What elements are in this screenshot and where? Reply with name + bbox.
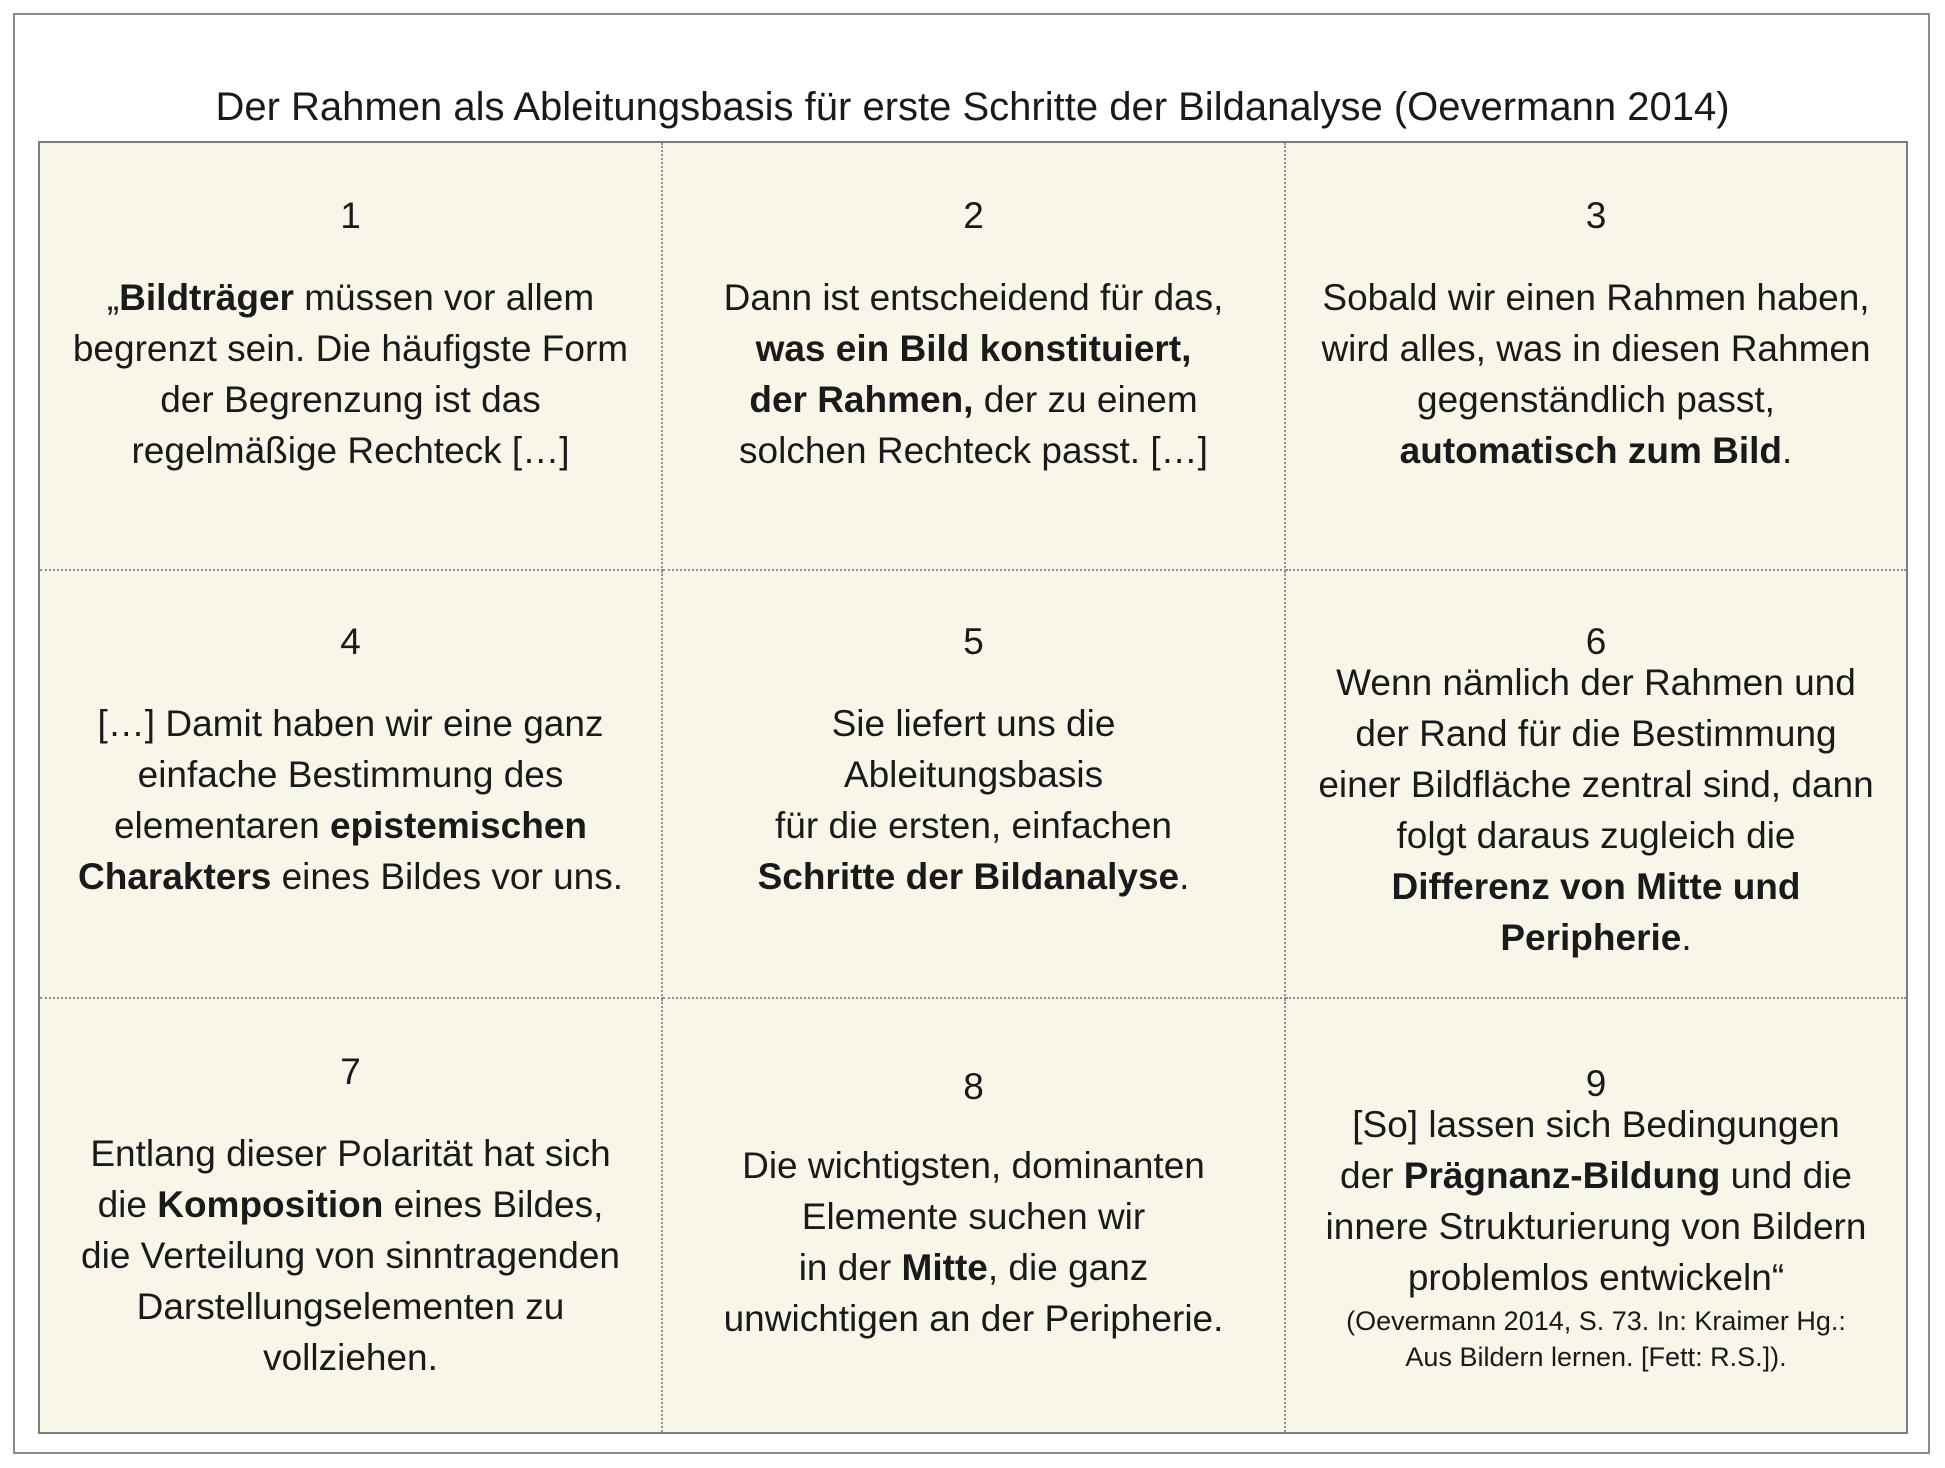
text-segment: der zu einem: [973, 379, 1198, 420]
cell-number: 2: [963, 195, 984, 236]
quote-line: [1286, 425, 1906, 476]
bold-text: Schritte der Bildanalyse: [757, 856, 1180, 897]
quote-line: [40, 323, 661, 374]
quote-line: [40, 425, 661, 476]
quote-line: [1286, 272, 1906, 323]
quote-line: [40, 272, 661, 323]
text-segment: einer Bildfläche zentral sind, dann: [1318, 764, 1874, 805]
text-segment: .: [1681, 917, 1692, 958]
text-segment: der Begrenzung ist das: [160, 379, 541, 420]
cell-4: [40, 571, 663, 999]
cell-text: [663, 272, 1284, 476]
cell-number: 5: [963, 621, 984, 662]
cell-number: 4: [340, 621, 361, 662]
quote-line: [1286, 912, 1906, 963]
cell-5: [663, 571, 1286, 999]
bold-text: Prägnanz-Bildung: [1403, 1155, 1721, 1196]
cell-2: [663, 143, 1286, 571]
cell-text: [40, 272, 661, 476]
text-segment: unwichtigen an der Peripherie.: [723, 1298, 1224, 1339]
cell-number: 7: [340, 1051, 361, 1092]
quote-line: [40, 1332, 661, 1383]
cell-6: [1286, 571, 1906, 999]
cell-text: [1286, 657, 1906, 963]
quote-line: [1286, 1252, 1906, 1303]
quote-line: [663, 800, 1284, 851]
bold-text: Komposition: [157, 1184, 384, 1225]
quote-line: [1286, 323, 1906, 374]
quote-line: [1286, 708, 1906, 759]
bold-text: Peripherie: [1500, 917, 1682, 958]
page-title: Der Rahmen als Ableitungsbasis für erste Schritte der Bildanalyse (Oevermann 2014): [215, 85, 1730, 129]
text-segment: „: [106, 277, 120, 318]
quote-line: [40, 1128, 661, 1179]
quote-line: [1286, 657, 1906, 708]
text-segment: Sie liefert uns die: [831, 703, 1116, 744]
text-segment: eines Bildes vor uns.: [271, 856, 624, 897]
cell-number: 9: [1585, 1063, 1607, 1104]
quote-line: [40, 1281, 661, 1332]
quote-line: [663, 1242, 1284, 1293]
cell-text: [40, 1128, 661, 1383]
text-segment: regelmäßige Rechteck […]: [131, 430, 570, 471]
citation-line: Aus Bildern lernen. [Fett: R.S.]).: [1405, 1342, 1787, 1372]
text-segment: Ableitungsbasis: [843, 754, 1104, 795]
quote-grid: [38, 141, 1908, 1434]
quote-line: [663, 698, 1284, 749]
text-segment: der: [1340, 1155, 1404, 1196]
text-segment: einfache Bestimmung des: [137, 754, 564, 795]
bold-text: Differenz von Mitte und: [1391, 866, 1801, 907]
text-segment: und die: [1720, 1155, 1852, 1196]
text-segment: .: [1179, 856, 1190, 897]
bold-text: was ein Bild konstituiert,: [755, 328, 1192, 369]
text-segment: wird alles, was in diesen Rahmen: [1321, 328, 1871, 369]
quote-line: [663, 425, 1284, 476]
text-segment: begrenzt sein. Die häufigste Form: [72, 328, 629, 369]
bold-text: Bildträger: [119, 277, 294, 318]
bold-text: epistemischen: [329, 805, 588, 846]
text-segment: Dann ist entscheidend für das,: [723, 277, 1224, 318]
cell-text: [1286, 1099, 1906, 1375]
quote-line: [663, 1293, 1284, 1344]
cell-7: [40, 999, 663, 1432]
cell-9: [1286, 999, 1906, 1432]
text-segment: , die ganz: [987, 1247, 1149, 1288]
text-segment: Darstellungselementen zu: [136, 1286, 565, 1327]
quote-line: [40, 374, 661, 425]
cell-text: [663, 698, 1284, 902]
quote-line: [663, 272, 1284, 323]
cell-number: 8: [963, 1066, 984, 1107]
quote-line: [1286, 810, 1906, 861]
quote-line: [1286, 1150, 1906, 1201]
text-segment: gegenständlich passt,: [1417, 379, 1775, 420]
text-segment: Entlang dieser Polarität hat sich: [90, 1133, 611, 1174]
quote-line: [663, 749, 1284, 800]
quote-line: [663, 851, 1284, 902]
cell-8: [663, 999, 1286, 1432]
cell-number: 3: [1585, 195, 1607, 236]
quote-line: [663, 1191, 1284, 1242]
citation-line: (Oevermann 2014, S. 73. In: Kraimer Hg.:: [1346, 1306, 1846, 1336]
quote-line: [1286, 1201, 1906, 1252]
quote-line: [663, 1140, 1284, 1191]
quote-line: [40, 1230, 661, 1281]
quote-line: [40, 851, 661, 902]
text-segment: die Verteilung von sinntragenden: [81, 1235, 620, 1276]
cell-text: [1286, 272, 1906, 476]
text-segment: solchen Rechteck passt. […]: [739, 430, 1208, 471]
cell-text: [40, 698, 661, 902]
text-segment: elementaren: [113, 805, 330, 846]
bold-text: automatisch zum Bild: [1399, 430, 1783, 471]
cell-number: 1: [340, 195, 361, 236]
text-segment: müssen vor allem: [293, 277, 595, 318]
text-segment: innere Strukturierung von Bildern: [1325, 1206, 1867, 1247]
cell-1: [40, 143, 663, 571]
text-segment: die: [97, 1184, 158, 1225]
quote-line: [663, 374, 1284, 425]
quote-line: [40, 749, 661, 800]
text-segment: .: [1782, 430, 1793, 471]
bold-text: Mitte: [901, 1247, 988, 1288]
cell-text: [663, 1140, 1284, 1344]
text-segment: [So] lassen sich Bedingungen: [1352, 1104, 1840, 1145]
cell-number: 6: [1585, 621, 1607, 662]
bold-text: der Rahmen,: [749, 379, 974, 420]
quote-line: [40, 698, 661, 749]
text-segment: folgt daraus zugleich die: [1396, 815, 1796, 856]
text-segment: problemlos entwickeln“: [1407, 1257, 1785, 1298]
quote-line: [1286, 759, 1906, 810]
quote-line: [1286, 374, 1906, 425]
text-segment: Die wichtigsten, dominanten: [742, 1145, 1205, 1186]
text-segment: Wenn nämlich der Rahmen und: [1336, 662, 1856, 703]
bold-text: Charakters: [77, 856, 272, 897]
text-segment: für die ersten, einfachen: [775, 805, 1172, 846]
cell-3: [1286, 143, 1906, 571]
text-segment: Elemente suchen wir: [801, 1196, 1146, 1237]
quote-line: [1286, 861, 1906, 912]
quote-line: [663, 323, 1284, 374]
quote-line: [1286, 1099, 1906, 1150]
text-segment: eines Bildes,: [383, 1184, 604, 1225]
text-segment: der Rand für die Bestimmung: [1355, 713, 1837, 754]
text-segment: […] Damit haben wir eine ganz: [97, 703, 604, 744]
text-segment: Sobald wir einen Rahmen haben,: [1322, 277, 1870, 318]
text-segment: in der: [798, 1247, 902, 1288]
quote-line: [40, 1179, 661, 1230]
text-segment: vollziehen.: [263, 1337, 438, 1378]
quote-line: [40, 800, 661, 851]
